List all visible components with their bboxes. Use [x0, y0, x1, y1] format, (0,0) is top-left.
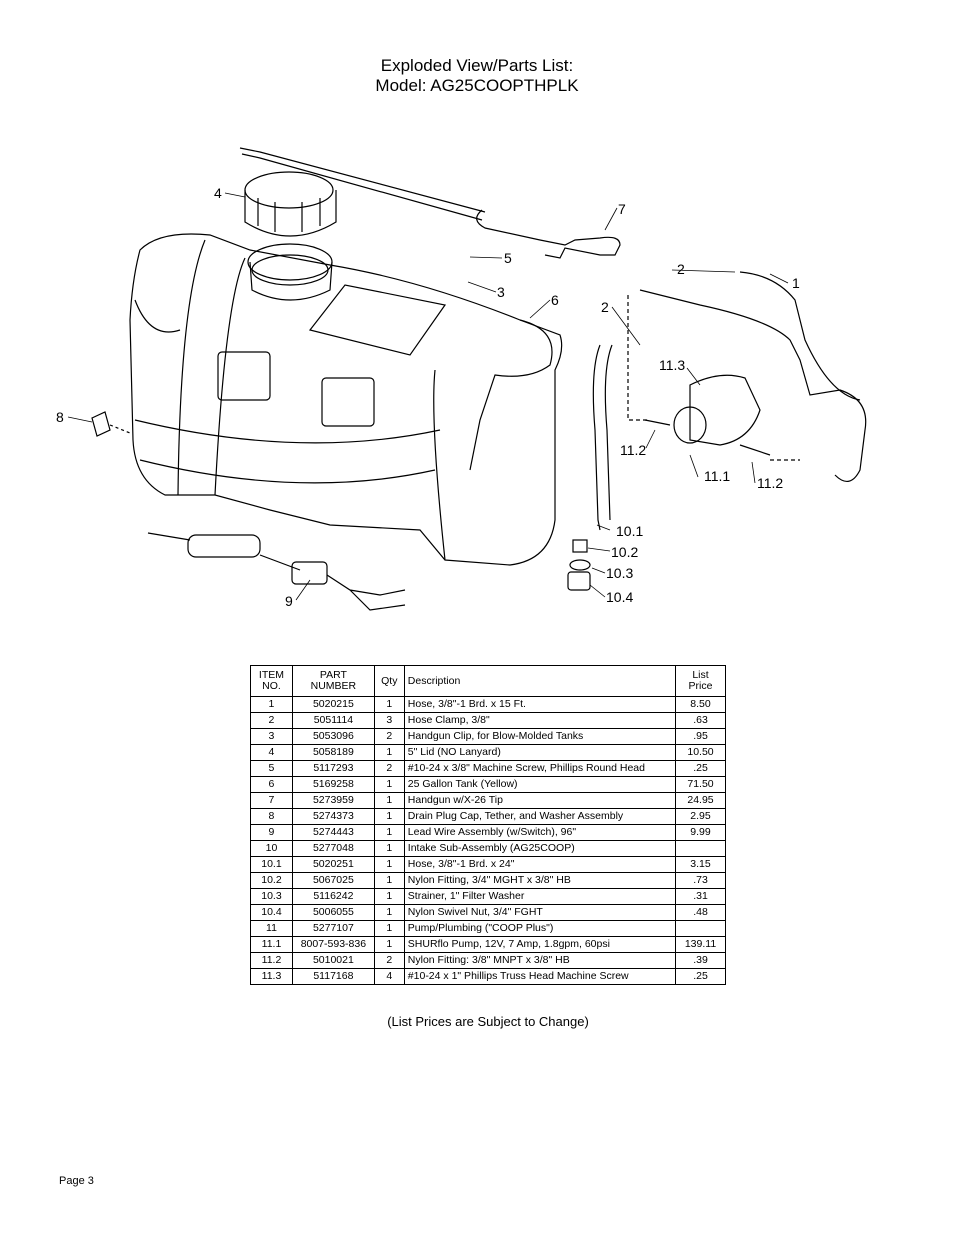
handgun-illustration: [240, 148, 620, 258]
col-description: Description: [404, 666, 675, 697]
cell-qty: 1: [374, 841, 404, 857]
cell-part-number: 5169258: [292, 777, 374, 793]
cell-part-number: 5006055: [292, 905, 374, 921]
cell-qty: 1: [374, 937, 404, 953]
cell-description: 5" Lid (NO Lanyard): [404, 745, 675, 761]
parts-table: [250, 665, 726, 985]
cell-qty: 1: [374, 825, 404, 841]
drain-plug-illustration: [92, 412, 130, 436]
cell-item-no: 11.3: [251, 969, 293, 985]
callout-6: 6: [551, 292, 559, 308]
cell-item-no: 1: [251, 697, 293, 713]
cell-item-no: 10.2: [251, 873, 293, 889]
cell-list-price: .25: [676, 761, 726, 777]
title-line-2: Model: AG25COOPTHPLK: [375, 76, 579, 95]
table-row: [251, 889, 726, 905]
cell-description: Nylon Fitting: 3/8" MNPT x 3/8" HB: [404, 953, 675, 969]
cell-description: Hose, 3/8"-1 Brd. x 24": [404, 857, 675, 873]
cell-qty: 1: [374, 889, 404, 905]
cell-description: Lead Wire Assembly (w/Switch), 96": [404, 825, 675, 841]
cell-list-price: 9.99: [676, 825, 726, 841]
cell-description: Intake Sub-Assembly (AG25COOP): [404, 841, 675, 857]
cell-description: Hose Clamp, 3/8": [404, 713, 675, 729]
cell-list-price: .48: [676, 905, 726, 921]
callout-10-3: 10.3: [606, 565, 634, 581]
cell-qty: 1: [374, 777, 404, 793]
cell-part-number: 5274443: [292, 825, 374, 841]
cell-list-price: 10.50: [676, 745, 726, 761]
cell-qty: 1: [374, 857, 404, 873]
table-row: [251, 761, 726, 777]
callout-8: 8: [56, 409, 64, 425]
cell-item-no: 3: [251, 729, 293, 745]
cell-description: Nylon Fitting, 3/4" MGHT x 3/8" HB: [404, 873, 675, 889]
cell-list-price: 2.95: [676, 809, 726, 825]
callout-11-2-right: 11.2: [757, 475, 784, 491]
cell-item-no: 9: [251, 825, 293, 841]
cell-qty: 1: [374, 873, 404, 889]
callout-10-2: 10.2: [611, 544, 639, 560]
title-line-1: Exploded View/Parts List:: [380, 56, 574, 75]
cell-item-no: 11: [251, 921, 293, 937]
cell-description: SHURflo Pump, 12V, 7 Amp, 1.8gpm, 60psi: [404, 937, 675, 953]
cell-part-number: 5117168: [292, 969, 374, 985]
table-row: [251, 841, 726, 857]
callout-11-1: 11.1: [704, 468, 731, 484]
cell-list-price: .25: [676, 969, 726, 985]
cell-item-no: 4: [251, 745, 293, 761]
cell-item-no: 2: [251, 713, 293, 729]
pump-plumbing-illustration: [568, 272, 866, 590]
cell-list-price: .63: [676, 713, 726, 729]
cell-description: Drain Plug Cap, Tether, and Washer Assembly: [404, 809, 675, 825]
cell-list-price: 71.50: [676, 777, 726, 793]
cell-description: Nylon Swivel Nut, 3/4" FGHT: [404, 905, 675, 921]
col-item-no: ITEM NO.: [251, 666, 293, 697]
cell-description: #10-24 x 1" Phillips Truss Head Machine Screw: [404, 969, 675, 985]
cell-description: Handgun w/X-26 Tip: [404, 793, 675, 809]
cell-qty: 1: [374, 921, 404, 937]
cell-qty: 2: [374, 729, 404, 745]
cell-list-price: .39: [676, 953, 726, 969]
cell-list-price: 139.11: [676, 937, 726, 953]
cell-qty: 1: [374, 745, 404, 761]
cell-part-number: 5020215: [292, 697, 374, 713]
callout-11-3: 11.3: [659, 357, 686, 373]
cell-part-number: 5274373: [292, 809, 374, 825]
cell-part-number: 5277107: [292, 921, 374, 937]
cell-qty: 1: [374, 697, 404, 713]
callout-2-left: 2: [601, 299, 609, 315]
cell-part-number: 5053096: [292, 729, 374, 745]
cell-part-number: 5058189: [292, 745, 374, 761]
callout-10-1: 10.1: [616, 523, 644, 539]
table-row: [251, 905, 726, 921]
table-row: [251, 697, 726, 713]
cell-item-no: 7: [251, 793, 293, 809]
cell-list-price: .31: [676, 889, 726, 905]
callout-5: 5: [504, 250, 512, 266]
cell-list-price: 8.50: [676, 697, 726, 713]
cell-description: Strainer, 1" Filter Washer: [404, 889, 675, 905]
wire-harness-illustration: [148, 533, 405, 610]
callout-3: 3: [497, 284, 505, 300]
table-header-row: [251, 666, 726, 697]
cell-item-no: 10.3: [251, 889, 293, 905]
cell-qty: 3: [374, 713, 404, 729]
callout-4: 4: [214, 185, 222, 201]
cell-item-no: 8: [251, 809, 293, 825]
cell-description: Hose, 3/8"-1 Brd. x 15 Ft.: [404, 697, 675, 713]
cell-part-number: 5067025: [292, 873, 374, 889]
table-row: [251, 825, 726, 841]
cell-part-number: 5117293: [292, 761, 374, 777]
cell-description: Pump/Plumbing ("COOP Plus"): [404, 921, 675, 937]
cell-description: Handgun Clip, for Blow-Molded Tanks: [404, 729, 675, 745]
cell-part-number: 5273959: [292, 793, 374, 809]
page-number: Page 3: [59, 1175, 94, 1187]
table-row: [251, 921, 726, 937]
table-row: [251, 745, 726, 761]
cell-list-price: [676, 841, 726, 857]
cell-item-no: 10.1: [251, 857, 293, 873]
col-list-price: List Price: [676, 666, 726, 697]
cell-list-price: .95: [676, 729, 726, 745]
page-title: [0, 56, 954, 96]
price-note: (List Prices are Subject to Change): [387, 1014, 589, 1029]
cell-item-no: 10: [251, 841, 293, 857]
table-row: [251, 729, 726, 745]
cell-description: 25 Gallon Tank (Yellow): [404, 777, 675, 793]
callout-11-2-left: 11.2: [620, 442, 647, 458]
cell-qty: 2: [374, 953, 404, 969]
cell-qty: 2: [374, 761, 404, 777]
callout-7: 7: [618, 201, 626, 217]
cell-list-price: [676, 921, 726, 937]
cell-qty: 4: [374, 969, 404, 985]
exploded-view-diagram: [40, 135, 920, 635]
table-row: [251, 809, 726, 825]
table-row: [251, 969, 726, 985]
table-row: [251, 793, 726, 809]
callout-1: 1: [792, 275, 800, 291]
cell-list-price: 3.15: [676, 857, 726, 873]
col-part-number: PART NUMBER: [292, 666, 374, 697]
callout-10-4: 10.4: [606, 589, 634, 605]
table-row: [251, 873, 726, 889]
cell-qty: 1: [374, 793, 404, 809]
callout-2-top: 2: [677, 261, 685, 277]
table-row: [251, 777, 726, 793]
cell-qty: 1: [374, 809, 404, 825]
cell-part-number: 5010021: [292, 953, 374, 969]
cell-item-no: 6: [251, 777, 293, 793]
table-row: [251, 857, 726, 873]
lid-illustration: [245, 172, 336, 236]
table-row: [251, 937, 726, 953]
cell-list-price: 24.95: [676, 793, 726, 809]
callout-9: 9: [285, 593, 293, 609]
cell-item-no: 11.2: [251, 953, 293, 969]
cell-item-no: 5: [251, 761, 293, 777]
cell-part-number: 5277048: [292, 841, 374, 857]
table-row: [251, 713, 726, 729]
cell-list-price: .73: [676, 873, 726, 889]
cell-part-number: 8007-593-836: [292, 937, 374, 953]
cell-part-number: 5020251: [292, 857, 374, 873]
cell-description: #10-24 x 3/8" Machine Screw, Phillips Round Head: [404, 761, 675, 777]
col-qty: Qty: [374, 666, 404, 697]
cell-part-number: 5116242: [292, 889, 374, 905]
cell-item-no: 11.1: [251, 937, 293, 953]
cell-item-no: 10.4: [251, 905, 293, 921]
table-row: [251, 953, 726, 969]
cell-part-number: 5051114: [292, 713, 374, 729]
cell-qty: 1: [374, 905, 404, 921]
